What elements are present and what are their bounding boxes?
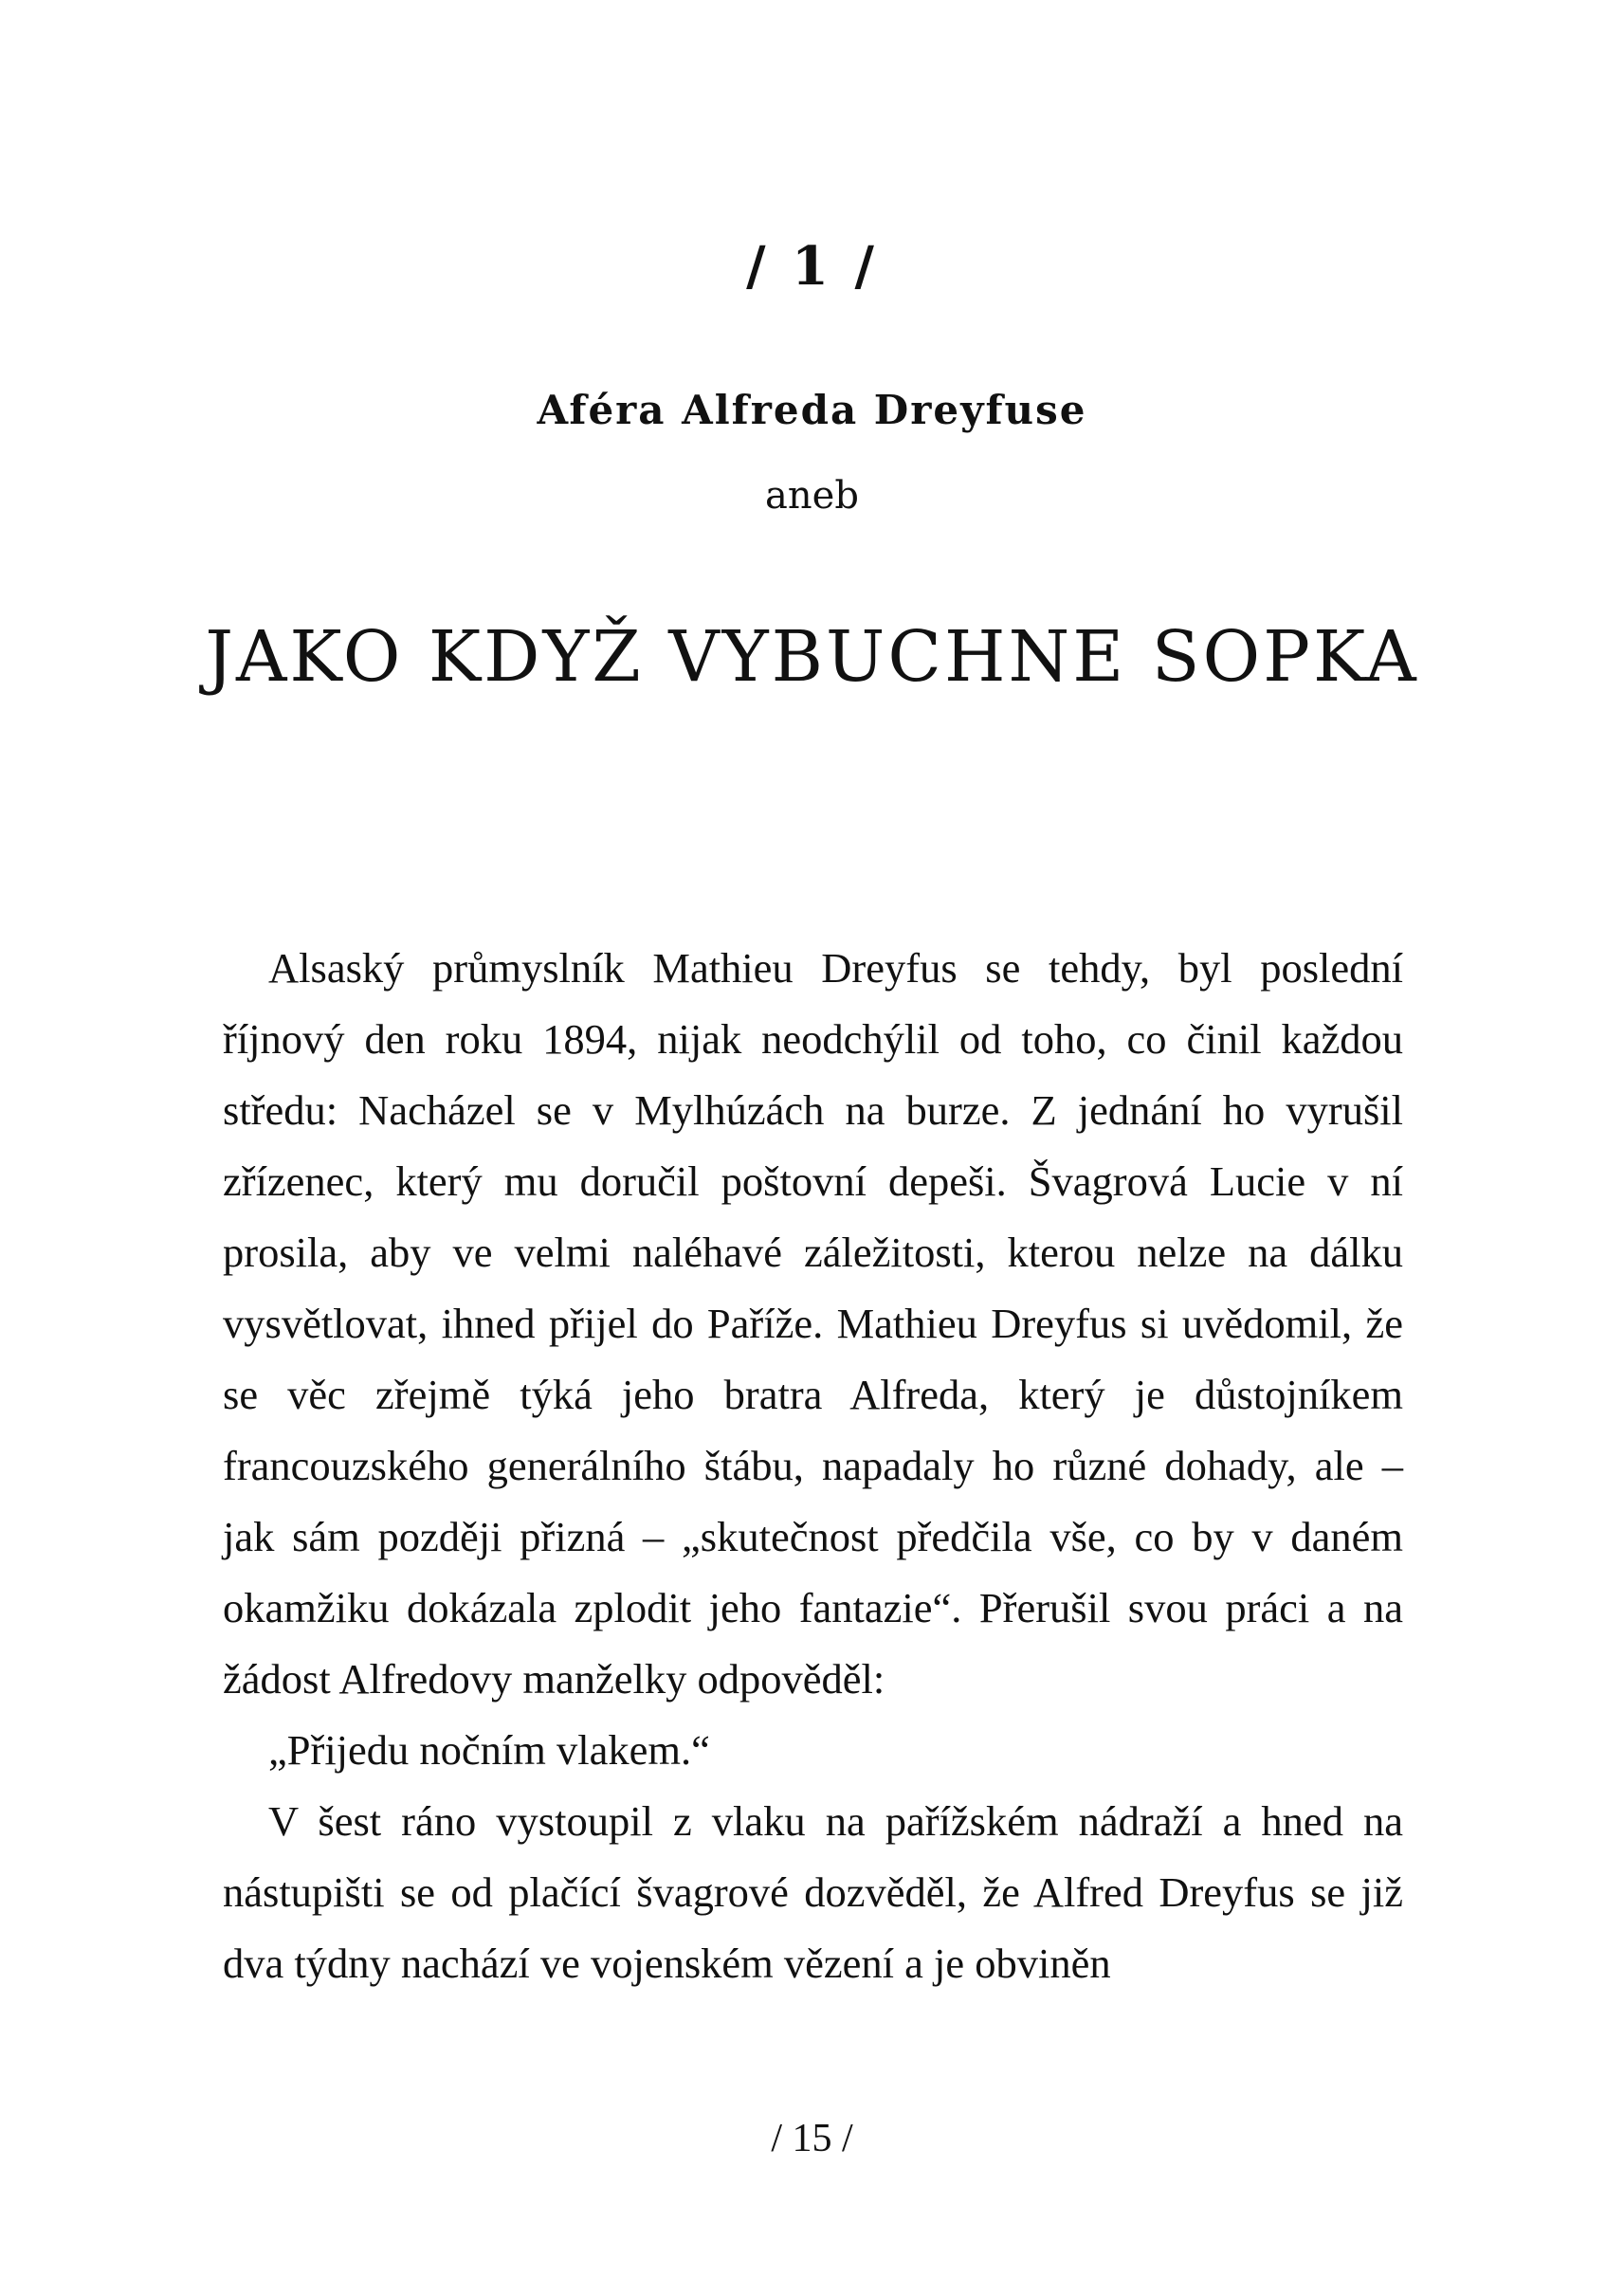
chapter-subtitle: Aféra Alfreda Dreyfuse <box>537 387 1087 433</box>
body-paragraph: „Přijedu nočním vlakem.“ <box>268 1726 710 1774</box>
body-paragraph: Alsaský průmyslník Mathieu Dreyfus se tehdy, byl poslední říjnový den roku 1894, nijak neodchýlil od toho, co činil každou středu: Nacházel se v Mylhúzách na burze. Z jednání ho vyrušil zřízenec, který mu doručil poštovní depeši. Švagrová Lucie v ní prosila, aby ve velmi naléhavé záležitosti, kterou nelze na dálku vysvětlovat, ihned přijel do Paříže. Mathieu Dreyfus si uvědomil, že se věc zřejmě týká jeho bratra Alfreda, který je důstojníkem francouzského generálního štábu, napadaly ho různé dohady, ale – jak sám později přizná – „skutečnost předčila vše, co by v daném okamžiku dokázala zplodit jeho fantazie“. Přerušil svou práci a na žádost Alfredovy manželky odpověděl: <box>223 944 1403 1703</box>
chapter-body <box>223 933 1403 1999</box>
chapter-title: JAKO KDYŽ VYBUCHNE SOPKA <box>205 615 1419 698</box>
chapter-number: / 1 / <box>746 235 878 298</box>
body-paragraph: V šest ráno vystoupil z vlaku na pařížském nádraží a hned na nástupišti se od plačící švagrové dozvěděl, že Alfred Dreyfus se již dva týdny nachází ve vojenském vězení a je obviněn <box>223 1797 1403 1987</box>
chapter-connector: aneb <box>765 474 859 518</box>
page-number: / 15 / <box>771 2117 853 2160</box>
